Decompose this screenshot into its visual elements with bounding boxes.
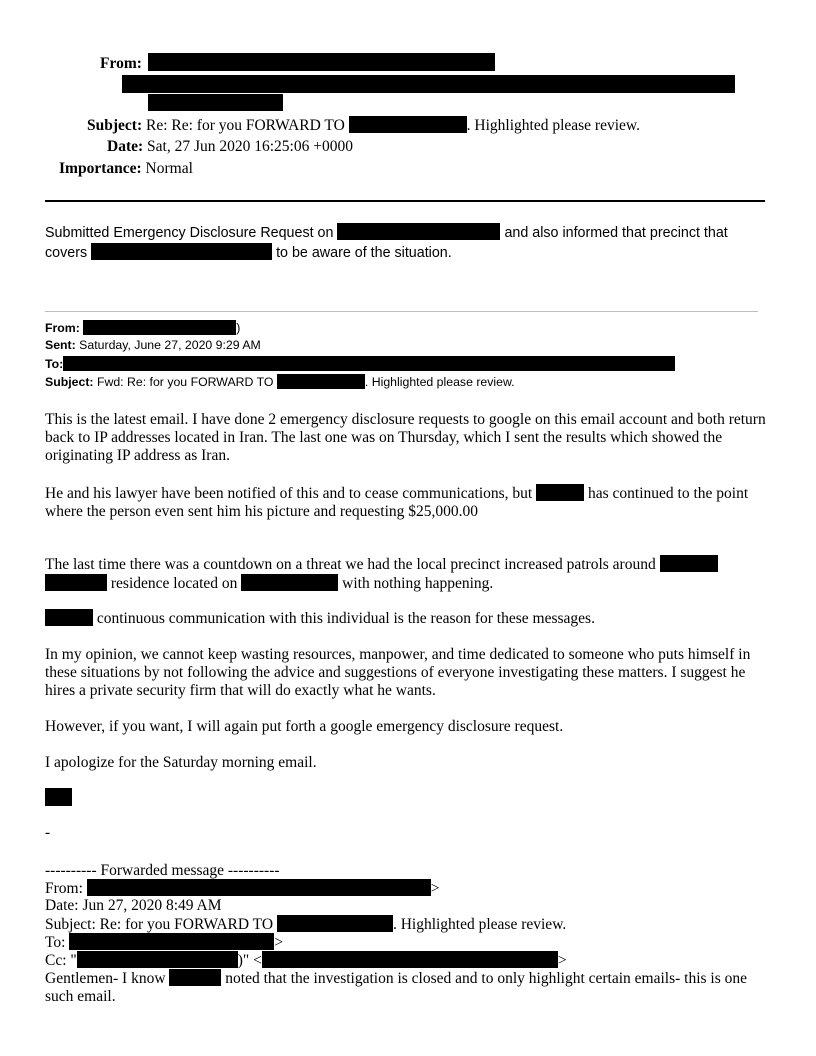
message-paragraph-3 (45, 555, 775, 593)
header-subject-row (87, 116, 640, 135)
header-importance-value: Normal (145, 160, 193, 177)
fwd-to-label: To: (45, 357, 64, 371)
fwd-from-row (45, 320, 240, 335)
message-p5-text: In my opinion, we cannot keep wasting resources, manpower, and time dedicated to someone who puts himself in these situations by not following the advice and suggestions of everyone investigating these matters. I suggest he hires a private security firm that will do exactly what he wants. (45, 646, 751, 699)
message-p6-text: However, if you want, I will again put forth a google emergency disclosure request. (45, 718, 564, 735)
message-p3-mid: residence located on (110, 575, 238, 592)
redaction-box (77, 951, 238, 968)
redaction-box (337, 223, 500, 240)
message-paragraph-6 (45, 718, 775, 736)
fwd-subject-row (45, 374, 515, 389)
message-p2-pre: He and his lawyer have been notified of this and to cease communications, but (45, 485, 533, 502)
fwd-to-row (45, 356, 675, 371)
reply-line-2 (45, 243, 452, 261)
forwarded-banner: ---------- Forwarded message ---------- (45, 862, 280, 879)
message-paragraph-1 (45, 411, 775, 465)
redaction-box (148, 94, 283, 111)
forwarded-from-tail: > (430, 880, 440, 897)
header-date-value: Sat, 27 Jun 2020 16:25:06 +0000 (147, 138, 353, 155)
fwd-sent-row (45, 338, 261, 352)
header-importance-label: Importance: (59, 160, 142, 177)
redaction-box (262, 951, 558, 968)
header-from-label: From: (100, 55, 142, 72)
redaction-box (91, 243, 272, 260)
message-paragraph-5 (45, 646, 775, 700)
forwarded-from-label: From: (45, 880, 83, 897)
redaction-box (63, 356, 675, 371)
message-p4-post: continuous communication with this individual is the reason for these messages. (96, 610, 595, 627)
redaction-box (169, 969, 221, 986)
forwarded-cc-row (45, 951, 567, 970)
forwarded-cc-pre: Cc: " (45, 952, 77, 969)
header-from-row (100, 55, 142, 73)
redaction-box (87, 879, 431, 896)
reply-divider (45, 311, 758, 312)
redaction-box (536, 484, 584, 501)
redaction-box (277, 915, 393, 932)
header-subject-pre: Re: Re: for you FORWARD TO (145, 117, 345, 134)
forwarded-subject-pre: Subject: Re: for you FORWARD TO (45, 916, 274, 933)
forwarded-to-row (45, 933, 283, 952)
forwarded-subject-post: . Highlighted please review. (392, 916, 567, 933)
forwarded-subject-row (45, 915, 566, 934)
redaction-box (277, 374, 365, 389)
reply-line-1-pre: Submitted Emergency Disclosure Request on (45, 225, 334, 241)
redaction-box (349, 116, 467, 133)
header-date-label: Date: (107, 138, 144, 155)
fwd-from-tail: ) (236, 321, 241, 335)
message-p3-post: with nothing happening. (342, 575, 494, 592)
message-dash: - (45, 824, 51, 841)
redaction-box (45, 609, 93, 626)
forwarded-to-tail: > (274, 934, 284, 951)
forwarded-date-row: Date: Jun 27, 2020 8:49 AM (45, 897, 222, 914)
header-subject-label: Subject: (87, 117, 143, 134)
header-subject-post: . Highlighted please review. (466, 117, 640, 134)
header-importance-row (59, 160, 193, 178)
redaction-box (83, 320, 236, 335)
fwd-sent-value: Saturday, June 27, 2020 9:29 AM (79, 338, 261, 352)
forwarded-cc-mid: )" < (237, 952, 262, 969)
message-paragraph-2 (45, 484, 775, 521)
reply-line-2-pre: covers (45, 245, 88, 261)
reply-line-2-post: to be aware of the situation. (276, 245, 452, 261)
forwarded-body (45, 969, 775, 1006)
message-p1-text: This is the latest email. I have done 2 emergency disclosure requests to google on this email account and both return back to IP addresses located in Iran. The last one was on Thursday, which I sent the results which showed the originating IP address as Iran. (45, 411, 766, 464)
redaction-box (660, 555, 718, 572)
signature-redaction (45, 788, 72, 806)
message-paragraph-4 (45, 609, 775, 628)
redaction-box (69, 933, 274, 950)
redaction-box (148, 53, 495, 71)
forwarded-body-pre: Gentlemen- I know (45, 970, 166, 987)
forwarded-body-post: noted that the investigation is closed and to only highlight certain emails- this is one such email. (45, 970, 748, 1005)
message-paragraph-7 (45, 754, 775, 772)
fwd-subject-post: . Highlighted please review. (364, 375, 515, 389)
header-divider (45, 200, 765, 202)
fwd-sent-label: Sent: (45, 338, 76, 352)
fwd-subject-label: Subject: (45, 375, 94, 389)
reply-line-1 (45, 223, 728, 241)
message-p7-text: I apologize for the Saturday morning email. (45, 754, 317, 771)
message-p3-pre: The last time there was a countdown on a threat we had the local precinct increased patrols around (45, 556, 656, 573)
reply-line-1-post: and also informed that precinct that (504, 225, 728, 241)
redaction-box (122, 75, 735, 93)
redaction-box (45, 574, 107, 591)
forwarded-cc-tail: > (557, 952, 567, 969)
fwd-subject-pre: Fwd: Re: for you FORWARD TO (96, 375, 274, 389)
message-p2-post: has continued to the point where the person even sent him his picture and requesting $25,000.00 (45, 485, 749, 520)
redaction-box (241, 574, 338, 591)
forwarded-from-row (45, 879, 440, 898)
forwarded-to-label: To: (45, 934, 66, 951)
fwd-from-label: From: (45, 321, 80, 335)
header-date-row (107, 138, 353, 156)
